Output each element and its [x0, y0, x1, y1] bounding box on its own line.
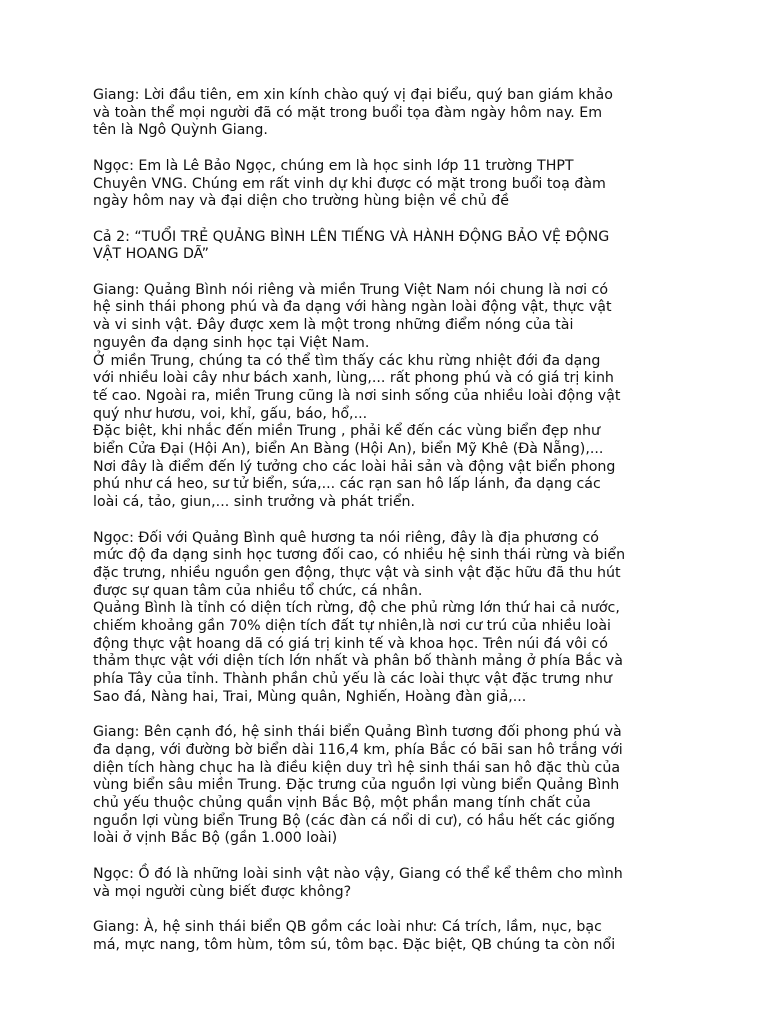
paragraph-text-line: tên là Ngô Quỳnh Giang. — [93, 122, 268, 139]
paragraph-text-line: loài ở vịnh Bắc Bộ (gần 1.000 loài) — [93, 830, 338, 847]
paragraph-text-line: và mọi người cùng biết được không? — [93, 883, 352, 900]
paragraph-text-line: Chuyên VNG. Chúng em rất vinh dự khi được có mặt trong buổi toạ đàm — [93, 175, 606, 192]
paragraph-text-line: Sao đá, Nàng hai, Trai, Mùng quân, Nghiến, Hoàng đàn giả,... — [93, 688, 527, 705]
paragraph-text-line: đa dạng, với đường bờ biển dài 116,4 km, phía Bắc có bãi san hô trắng với — [93, 741, 623, 758]
paragraph-text-line: vùng biển sâu miền Trung. Đặc trưng của nguồn lợi vùng biển Quảng Bình — [93, 777, 620, 794]
paragraph-text-line: chiếm khoảng gần 70% diện tích đất tự nhiên,là nơi cư trú của nhiều loài — [93, 618, 611, 635]
paragraph-text-line: má, mực nang, tôm hùm, tôm sú, tôm bạc. Đặc biệt, QB chúng ta còn nổi — [93, 936, 616, 953]
document-paragraph — [93, 353, 683, 424]
paragraph-text-line: chủ yếu thuộc chủng quần vịnh Bắc Bộ, một phần mang tính chất của — [93, 795, 591, 812]
paragraph-text-line: Cả 2: “TUỔI TRẺ QUẢNG BÌNH LÊN TIẾNG VÀ HÀNH ĐỘNG BẢO VỆ ĐỘNG — [93, 228, 610, 245]
paragraph-text-line: với nhiều loài cây như bách xanh, lùng,... rất phong phú và có giá trị kinh — [93, 370, 614, 387]
paragraph-text-line: ngày hôm nay và đại diện cho trường hùng biện về chủ đề — [93, 193, 510, 210]
paragraph-text-line: Giang: Bên cạnh đó, hệ sinh thái biển Quảng Bình tương đối phong phú và — [93, 724, 622, 741]
paragraph-text-line: Ngọc: Em là Lê Bảo Ngọc, chúng em là học sinh lớp 11 trường THPT — [93, 157, 574, 174]
document-paragraph — [93, 87, 683, 140]
paragraph-text-line: tế cao. Ngoài ra, miền Trung cũng là nơi sinh sống của nhiều loài động vật — [93, 387, 621, 404]
document-body — [93, 87, 683, 954]
paragraph-text-line: phú như cá heo, sư tử biển, sứa,... các rạn san hô lấp lánh, đa dạng các — [93, 476, 601, 493]
document-paragraph — [93, 229, 683, 264]
paragraph-text-line: quý như hươu, voi, khỉ, gấu, báo, hổ,... — [93, 405, 368, 422]
paragraph-text-line: Nơi đây là điểm đến lý tưởng cho các loài hải sản và động vật biển phong — [93, 458, 616, 475]
paragraph-text-line: được sự quan tâm của nhiều tổ chức, cá nhân. — [93, 582, 423, 599]
document-paragraph — [93, 530, 683, 601]
paragraph-text-line: nguồn lợi vùng biển Trung Bộ (các đàn cá nổi di cư), có hầu hết các giống — [93, 812, 616, 829]
paragraph-text-line: và vi sinh vật. Đây được xem là một trong những điểm nóng của tài — [93, 317, 574, 334]
document-paragraph — [93, 866, 683, 901]
paragraph-text-line: phía Tây của tỉnh. Thành phần chủ yếu là các loài thực vật đặc trưng như — [93, 671, 612, 688]
paragraph-text-line: diện tích hàng chục ha là điều kiện duy trì hệ sinh thái san hô đặc thù của — [93, 759, 621, 776]
document-paragraph — [93, 600, 683, 706]
paragraph-text-line: động thực vật hoang dã có giá trị kinh tế và khoa học. Trên núi đá vôi có — [93, 635, 608, 652]
paragraph-text-line: hệ sinh thái phong phú và đa dạng với hàng ngàn loài động vật, thực vật — [93, 299, 612, 316]
paragraph-text-line: nguyên đa dạng sinh học tại Việt Nam. — [93, 334, 370, 351]
document-paragraph — [93, 423, 683, 512]
paragraph-text-line: đặc trưng, nhiều nguồn gen động, thực vật và sinh vật đặc hữu đã thu hút — [93, 564, 621, 581]
document-paragraph — [93, 919, 683, 954]
paragraph-text-line: VẬT HOANG DÃ” — [93, 246, 209, 263]
paragraph-text-line: Ở miền Trung, chúng ta có thể tìm thấy các khu rừng nhiệt đới đa dạng — [93, 352, 601, 369]
paragraph-text-line: Giang: Quảng Bình nói riêng và miền Trung Việt Nam nói chung là nơi có — [93, 281, 609, 298]
paragraph-text-line: Quảng Bình là tỉnh có diện tích rừng, độ che phủ rừng lớn thứ hai cả nước, — [93, 600, 620, 617]
paragraph-text-line: loài cá, tảo, giun,... sinh trưởng và phát triển. — [93, 494, 416, 511]
paragraph-text-line: Ngọc: Đối với Quảng Bình quê hương ta nói riêng, đây là địa phương có — [93, 529, 599, 546]
paragraph-text-line: Ngọc: Ồ đó là những loài sinh vật nào vậy, Giang có thể kể thêm cho mình — [93, 865, 623, 882]
document-paragraph — [93, 724, 683, 848]
paragraph-text-line: Đặc biệt, khi nhắc đến miền Trung , phải kể đến các vùng biển đẹp như — [93, 423, 601, 440]
paragraph-text-line: mức độ đa dạng sinh học tương đối cao, có nhiều hệ sinh thái rừng và biển — [93, 547, 626, 564]
paragraph-text-line: và toàn thể mọi người đã có mặt trong buổi tọa đàm ngày hôm nay. Em — [93, 104, 603, 121]
paragraph-text-line: biển Cửa Đại (Hội An), biển An Bàng (Hội An), biển Mỹ Khê (Đà Nẵng),... — [93, 441, 604, 458]
document-paragraph — [93, 282, 683, 353]
document-paragraph — [93, 158, 683, 211]
paragraph-text-line: Giang: À, hệ sinh thái biển QB gồm các loài như: Cá trích, lầm, nục, bạc — [93, 918, 602, 935]
paragraph-text-line: Giang: Lời đầu tiên, em xin kính chào quý vị đại biểu, quý ban giám khảo — [93, 87, 613, 103]
paragraph-text-line: thảm thực vật với diện tích lớn nhất và phân bố thành mảng ở phía Bắc và — [93, 653, 623, 670]
